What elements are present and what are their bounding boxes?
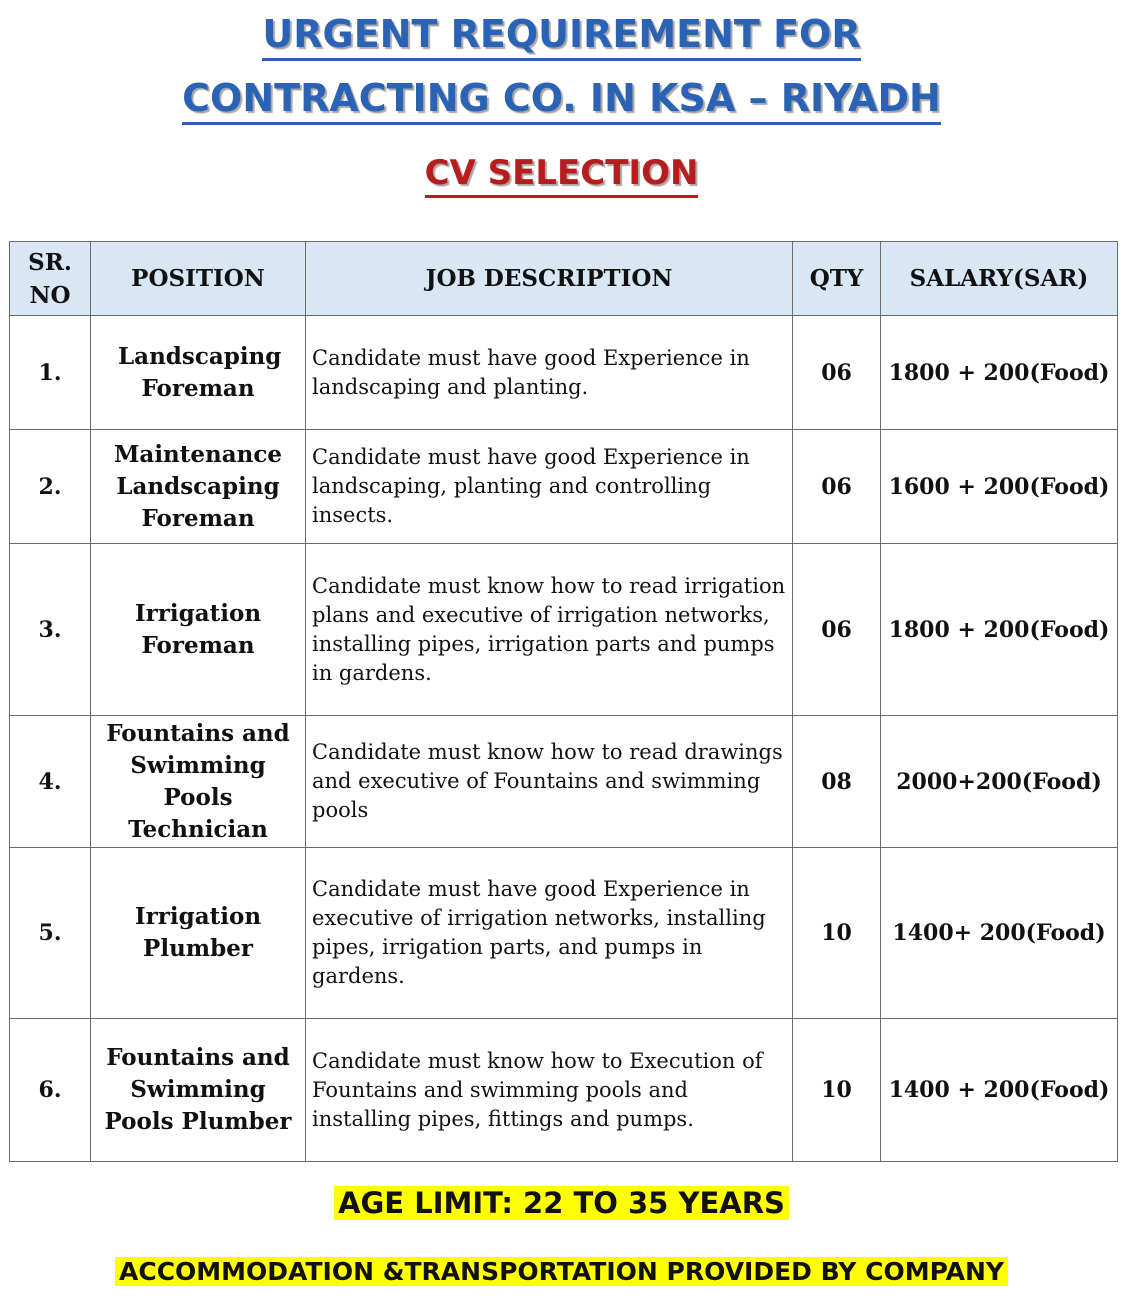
row-salary: 1800 + 200(Food) <box>881 544 1118 716</box>
row-salary: 2000+200(Food) <box>881 716 1118 848</box>
table-row <box>10 316 1118 430</box>
table-row <box>10 430 1118 544</box>
table-row <box>10 716 1118 848</box>
age-limit-banner: AGE LIMIT: 22 TO 35 YEARS <box>0 1186 1123 1220</box>
row-description: Candidate must have good Experience in executive of irrigation networks, installing pipes, irrigation parts, and pumps in gardens. <box>306 848 793 1019</box>
table-row <box>10 1019 1118 1162</box>
subtitle: CV SELECTION <box>0 153 1123 198</box>
row-salary: 1600 + 200(Food) <box>881 430 1118 544</box>
header-position: POSITION <box>91 242 306 316</box>
row-sr: 6. <box>10 1019 91 1162</box>
row-sr: 1. <box>10 316 91 430</box>
row-salary: 1400 + 200(Food) <box>881 1019 1118 1162</box>
row-qty: 10 <box>793 1019 881 1162</box>
header-sr-no: SR. NO <box>10 242 91 316</box>
row-sr: 4. <box>10 716 91 848</box>
row-qty: 06 <box>793 544 881 716</box>
row-description: Candidate must know how to read drawings and executive of Fountains and swimming pools <box>306 716 793 848</box>
row-qty: 08 <box>793 716 881 848</box>
row-salary: 1400+ 200(Food) <box>881 848 1118 1019</box>
row-position: Fountains and Swimming Pools Plumber <box>91 1019 306 1162</box>
header-job-description: JOB DESCRIPTION <box>306 242 793 316</box>
row-sr: 2. <box>10 430 91 544</box>
title-line-1: URGENT REQUIREMENT FOR <box>0 12 1123 61</box>
jobs-table <box>9 241 1118 1162</box>
row-position: Maintenance Landscaping Foreman <box>91 430 306 544</box>
table-header-row <box>10 242 1118 316</box>
row-position: Irrigation Plumber <box>91 848 306 1019</box>
row-description: Candidate must know how to Execution of Fountains and swimming pools and installing pipes, fittings and pumps. <box>306 1019 793 1162</box>
row-qty: 06 <box>793 316 881 430</box>
title-line-2: CONTRACTING CO. IN KSA – RIYADH <box>0 76 1123 125</box>
table-row <box>10 544 1118 716</box>
row-description: Candidate must have good Experience in landscaping and planting. <box>306 316 793 430</box>
row-salary: 1800 + 200(Food) <box>881 316 1118 430</box>
row-sr: 5. <box>10 848 91 1019</box>
row-position: Fountains and Swimming Pools Technician <box>91 716 306 848</box>
row-position: Landscaping Foreman <box>91 316 306 430</box>
row-qty: 10 <box>793 848 881 1019</box>
table-row <box>10 848 1118 1019</box>
row-qty: 06 <box>793 430 881 544</box>
benefits-banner: ACCOMMODATION &TRANSPORTATION PROVIDED BY COMPANY <box>0 1257 1123 1286</box>
row-description: Candidate must know how to read irrigation plans and executive of irrigation networks, installing pipes, irrigation parts and pumps in gardens. <box>306 544 793 716</box>
header-qty: QTY <box>793 242 881 316</box>
row-description: Candidate must have good Experience in landscaping, planting and controlling insects. <box>306 430 793 544</box>
row-position: Irrigation Foreman <box>91 544 306 716</box>
row-sr: 3. <box>10 544 91 716</box>
header-salary: SALARY(SAR) <box>881 242 1118 316</box>
